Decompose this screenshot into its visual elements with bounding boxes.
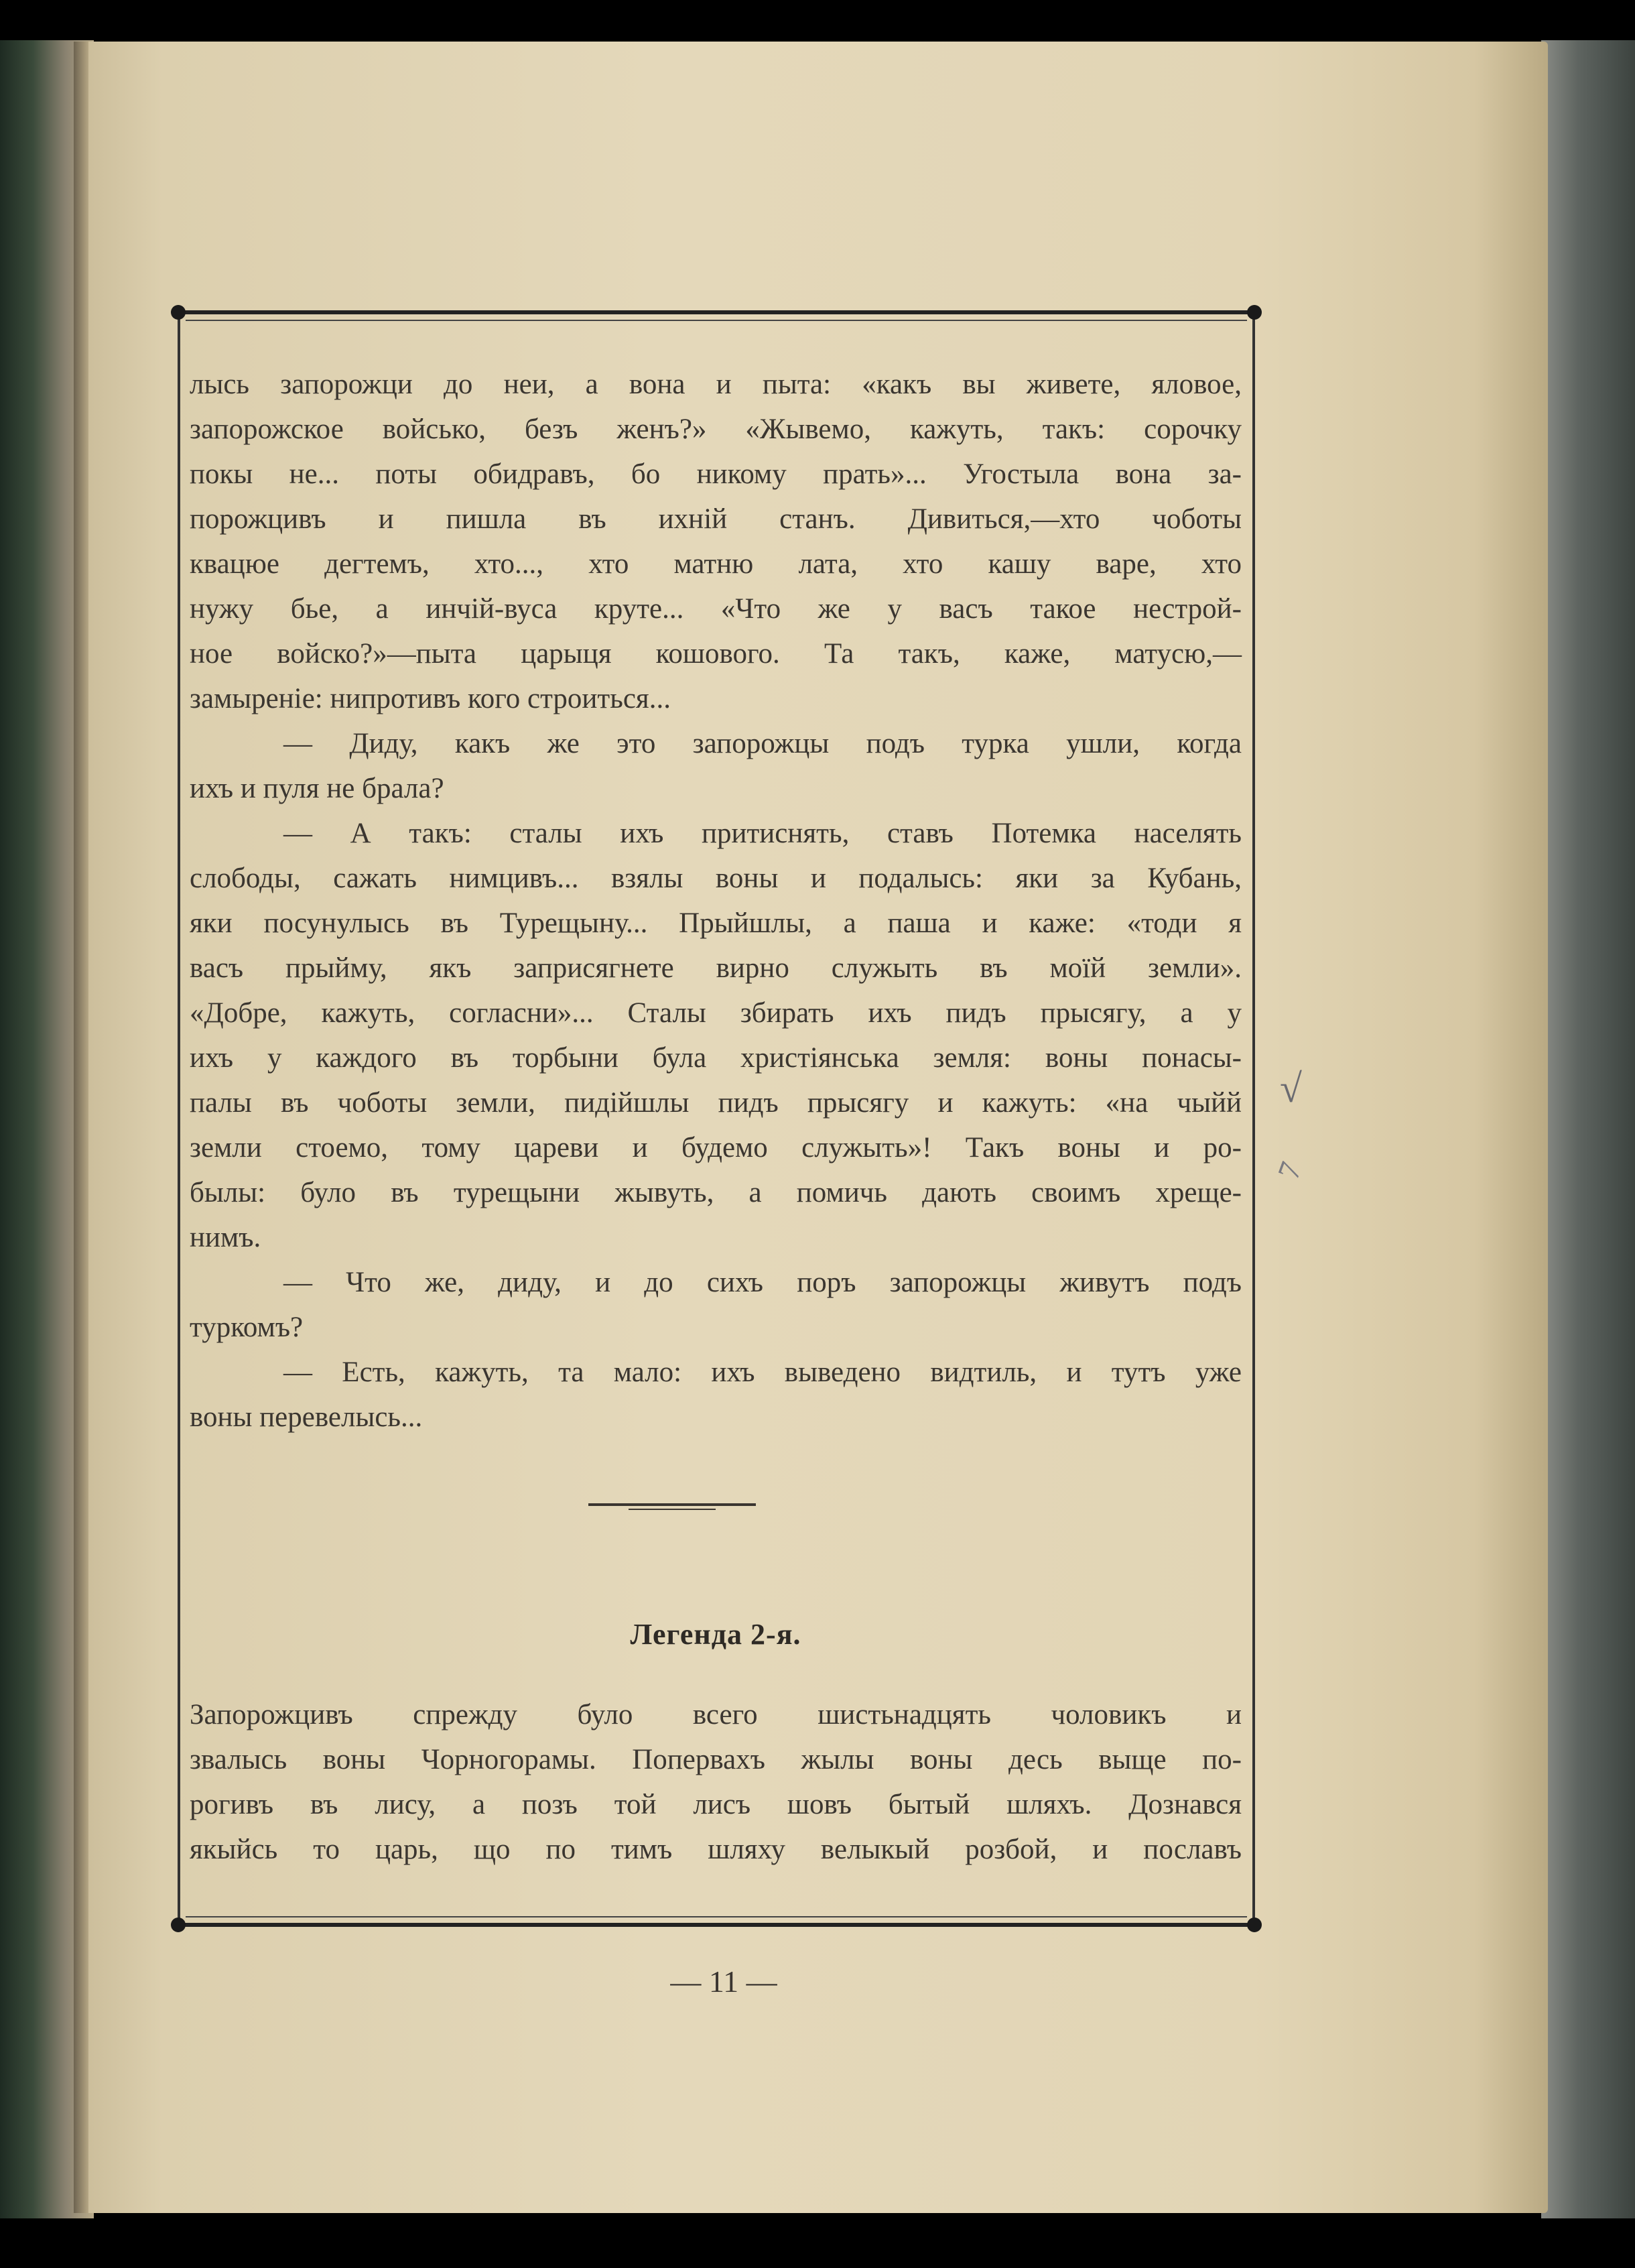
text-line: васъ прыйму, якъ заприсягнете вирно служыть въ моїй земли». <box>190 952 1242 984</box>
text-line: лысь запорожци до неи, а вона и пыта: «какъ вы живете, яловое, <box>190 369 1242 400</box>
text-line: замыреніе: нипротивъ кого строиться... <box>190 683 671 714</box>
text-line: туркомъ? <box>190 1312 304 1343</box>
text-line: запорожское войсько, безъ женъ?» «Жывемо, кажуть, такъ: сорочку <box>190 414 1242 445</box>
text-line: палы въ чоботы земли, пидійшлы пидъ прысягу и кажуть: «на чыйй <box>190 1087 1242 1119</box>
text-line: порожцивъ и пишла въ ихній станъ. Дивиться,—хто чоботы <box>190 503 1242 535</box>
text-line: — Что же, диду, и до сихъ поръ запорожцы живутъ подъ <box>283 1267 1242 1298</box>
text-line: ихъ у каждого въ торбыни була христіянська земля: воны понасы- <box>190 1042 1242 1074</box>
book-cover-right <box>1541 40 1635 2218</box>
frame-corner-dot <box>171 1917 186 1932</box>
section-heading: Легенда 2-я. <box>630 1618 801 1651</box>
text-line: ихъ и пуля не брала? <box>190 773 444 804</box>
body-text-second <box>190 1692 1242 1872</box>
body-text <box>190 362 1242 1440</box>
text-line: — Есть, кажуть, та мало: ихъ выведено видтиль, и тутъ уже <box>283 1357 1242 1388</box>
text-line: слободы, сажать нимцивъ... взялы воны и подалысь: яки за Кубань, <box>190 863 1242 894</box>
frame-corner-dot <box>1247 305 1262 320</box>
text-line: рогивъ въ лису, а позъ той лисъ шовъ бытый шляхъ. Дознався <box>190 1789 1242 1820</box>
text-line: якыйсь то царь, що по тимъ шляху велыкый розбой, и пославъ <box>190 1834 1242 1865</box>
margin-pencil-number: 7 <box>1270 1157 1309 1184</box>
margin-checkmark: √ <box>1280 1066 1302 1111</box>
frame-corner-dot <box>171 305 186 320</box>
separator-line <box>588 1503 756 1506</box>
text-line: — Диду, какъ же это запорожцы подъ турка ушли, когда <box>283 728 1242 759</box>
text-line: ное войско?»—пыта царыця кошового. Та такъ, каже, матусю,— <box>190 638 1242 670</box>
text-line: покы не... поты обидравъ, бо никому прать»... Угостыла вона за- <box>190 458 1242 490</box>
page-gutter <box>74 42 88 2213</box>
page-number: — 11 — <box>670 1964 777 1999</box>
text-line: «Добре, кажуть, согласни»... Сталы збирать ихъ пидъ прысягу, а у <box>190 997 1242 1029</box>
text-line: звалысь воны Чорногорамы. Поперваxъ жылы воны десь выще по- <box>190 1744 1242 1775</box>
separator-line <box>629 1509 716 1510</box>
section-separator <box>588 1503 756 1510</box>
frame-corner-dot <box>1247 1917 1262 1932</box>
text-line: квацюе дегтемъ, хто..., хто матню лата, хто кашу варе, хто <box>190 548 1242 580</box>
text-line: воны перевелысь... <box>190 1401 423 1433</box>
text-line: — А такъ: сталы ихъ притиснять, ставъ Потемка населять <box>283 818 1242 849</box>
text-line: Запорожцивъ спрежду було всего шистьнадцять чоловикъ и <box>190 1699 1242 1730</box>
text-line: земли стоемо, тому цареви и будемо служыть»! Такъ воны и ро- <box>190 1132 1242 1163</box>
text-line: яки посунулысь въ Турещыну... Прыйшлы, а паша и каже: «тоди я <box>190 907 1242 939</box>
text-line: былы: було въ турещыни жывуть, а помичь дають своимъ хреще- <box>190 1177 1242 1208</box>
text-line: нимъ. <box>190 1222 261 1253</box>
text-line: нужу бье, а инчій-вуса круте... «Что же у васъ такое нестрой- <box>190 593 1242 625</box>
